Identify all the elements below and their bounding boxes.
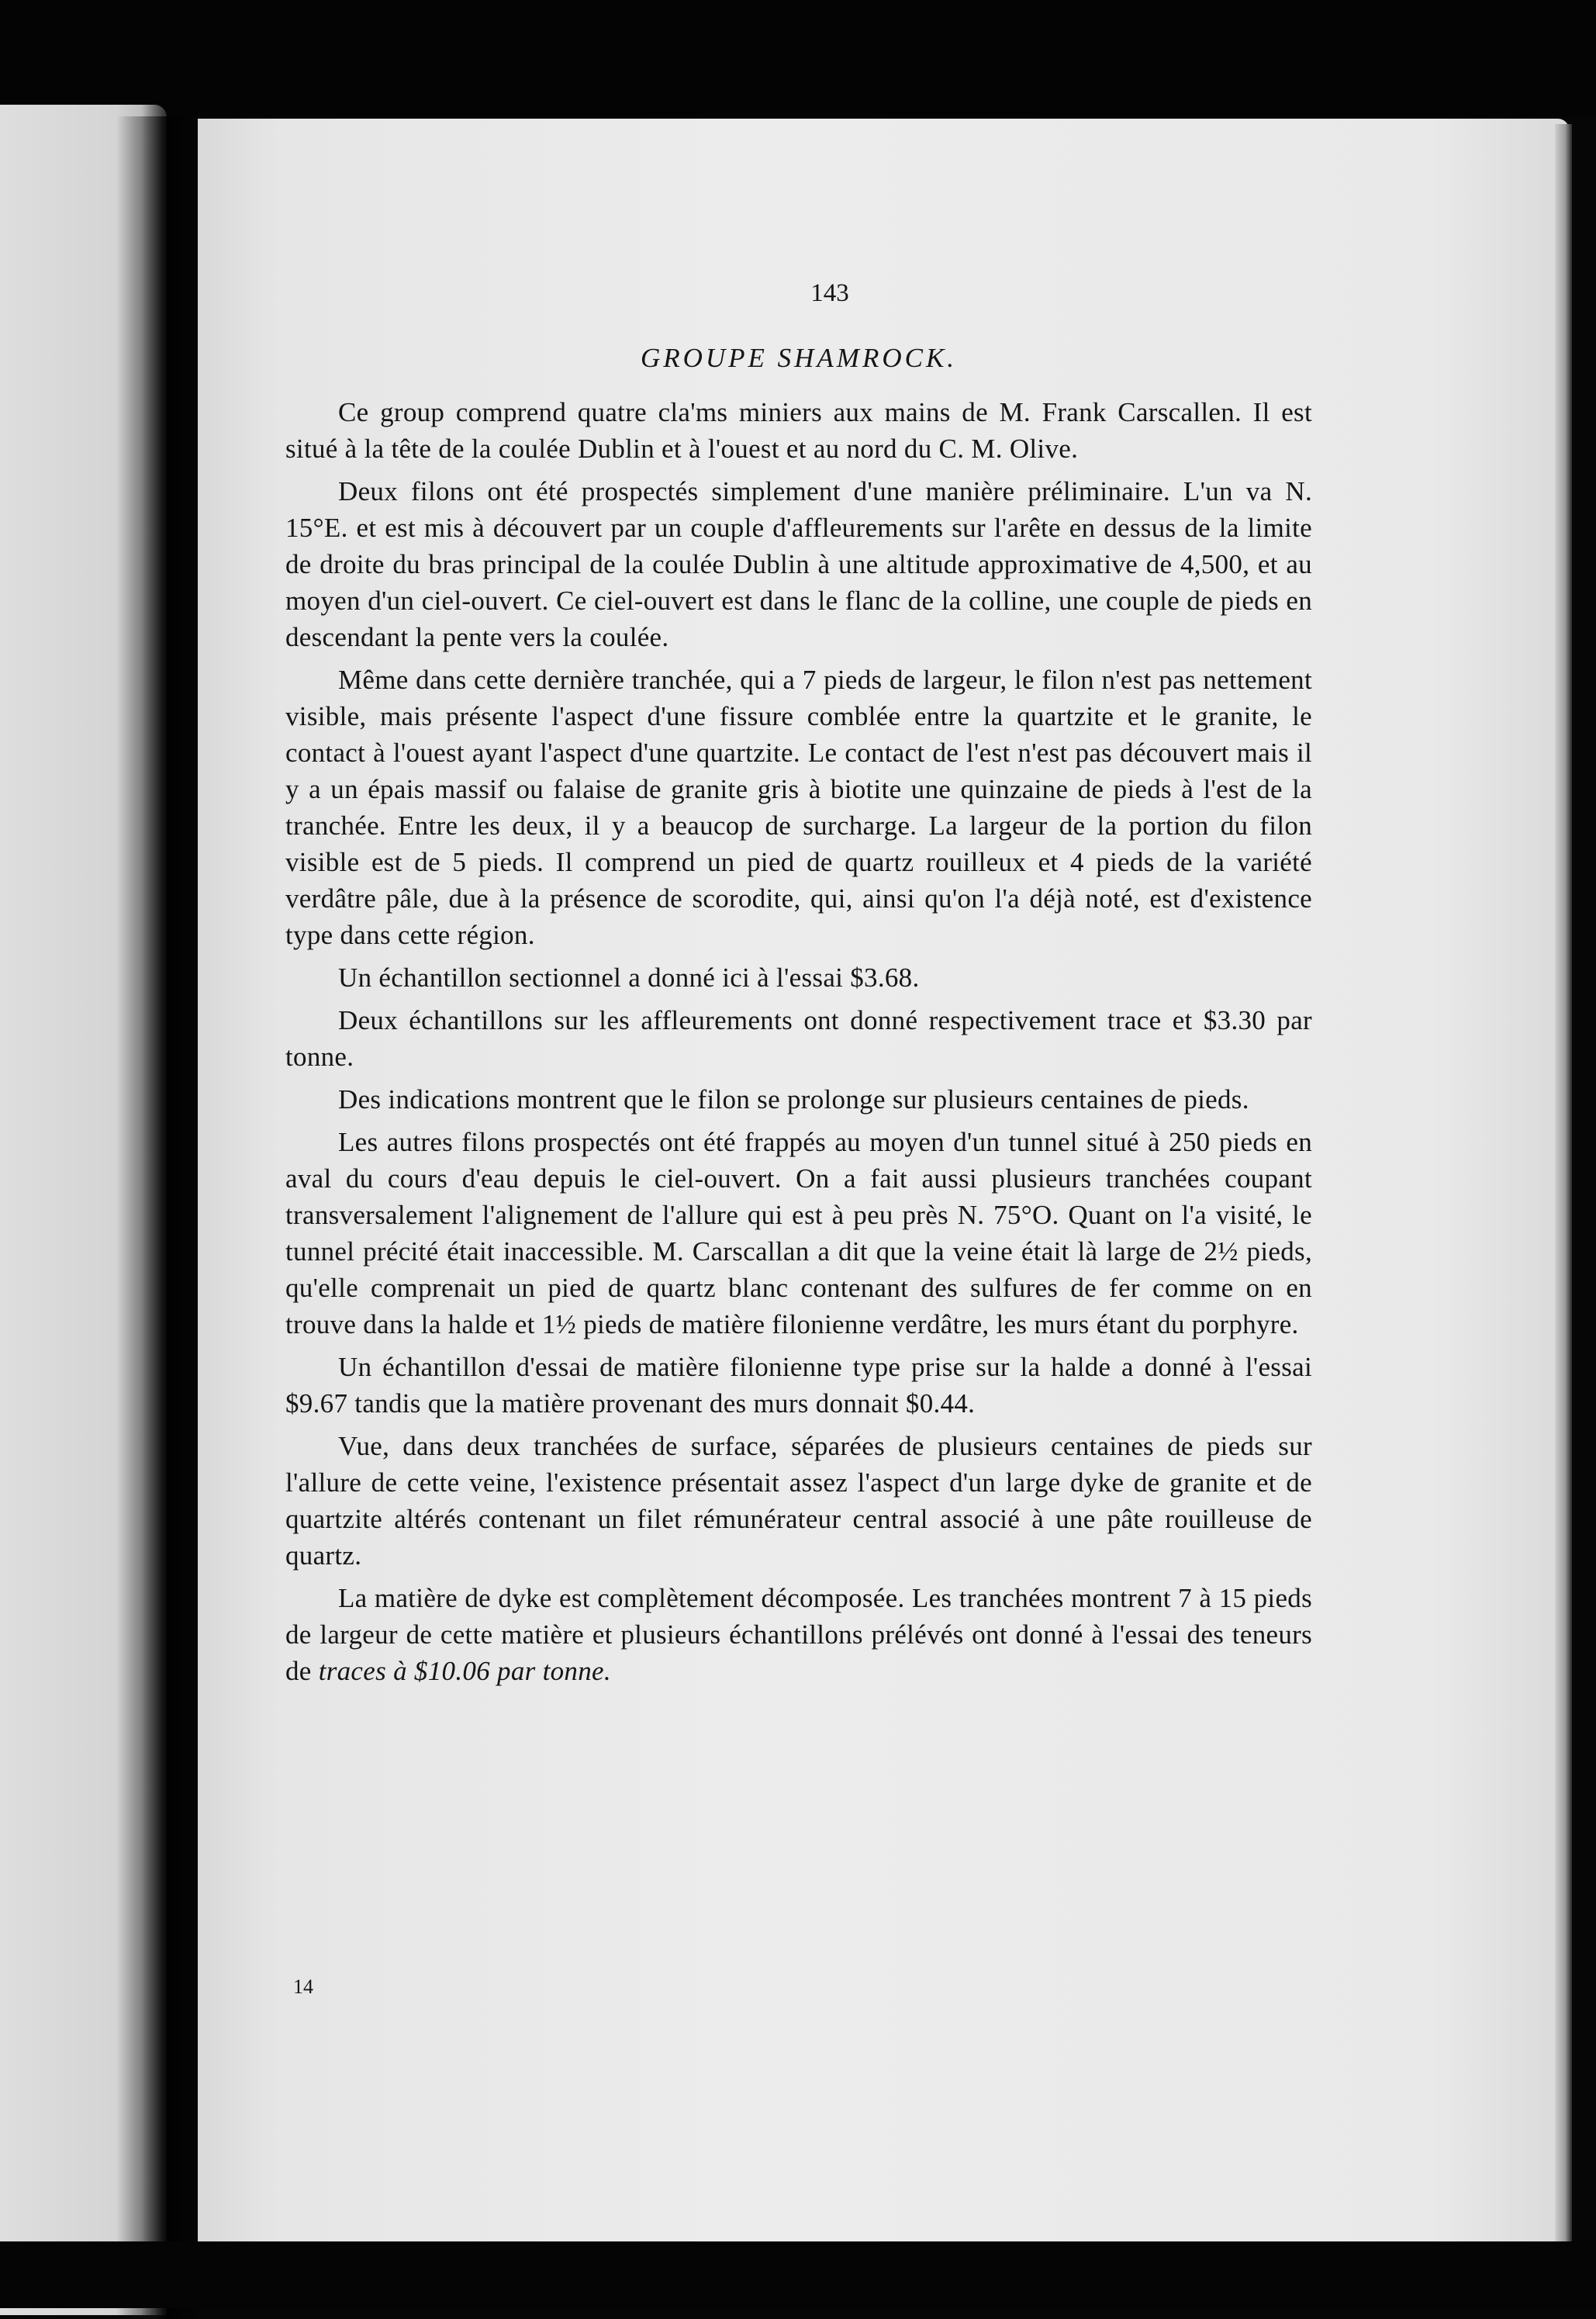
body-text: [285, 394, 1312, 1695]
paragraph-last: [285, 1580, 1312, 1689]
paragraph-last-italic: traces à $10.06 par tonne.: [318, 1656, 611, 1686]
paragraph: Même dans cette dernière tranchée, qui a 7 pieds de largeur, le filon n'est pas nettement visible, mais présente l'aspect d'une fissure comblée entre la quartzite et le granite, le contact à l'ouest ayant l'aspect d'une quartzite. Le contact de l'est n'est pas découvert mais il y a un épais massif ou falaise de granite gris à biotite une quinzaine de pieds à l'est de la tranchée. Entre les deux, il y a beaucop de surcharge. La largeur de la portion du filon visible est de 5 pieds. Il comprend un pied de quartz rouilleux et 4 pieds de la variété verdâtre pâle, due à la présence de scorodite, qui, ainsi qu'on l'a déjà noté, est d'existence type dans cette région.: [285, 665, 1312, 950]
book-gutter-shadow: [116, 116, 202, 2319]
section-heading: GROUPE SHAMROCK.: [640, 343, 958, 373]
paragraph: Des indications montrent que le filon se prolonge sur plusieurs centaines de pieds.: [338, 1084, 1249, 1115]
page-number: 143: [810, 279, 849, 307]
paragraph: Vue, dans deux tranchées de surface, séparées de plusieurs centaines de pieds sur l'allure de cette veine, l'existence présentait assez l'aspect d'un large dyke de granite et de quartzite altérés contenant un filet rémunérateur central associé à une pâte rouilleuse de quartz.: [285, 1431, 1312, 1571]
scan-background-top: [0, 0, 1596, 116]
paragraph: Un échantillon d'essai de matière filonienne type prise sur la halde a donné à l'essai $9.67 tandis que la matière provenant des murs donnait $0.44.: [285, 1352, 1312, 1419]
paragraph-last-text: La matière de dyke est complètement décomposée. Les tranchées montrent 7 à 15 pieds de largeur de cette matière et plusieurs échantillons prélévés ont donné à l'essai des teneurs de: [285, 1583, 1312, 1686]
paragraph: Ce group comprend quatre cla'ms miniers aux mains de M. Frank Carscallen. Il est situé à la tête de la coulée Dublin et à l'ouest et au nord du C. M. Olive.: [285, 397, 1312, 464]
paragraph: Deux filons ont été prospectés simplement d'une manière préliminaire. L'un va N. 15°E. et est mis à découvert par un couple d'affleurements sur l'arête en dessus de la limite de droite du bras principal de la coulée Dublin à une altitude approximative de 4,500, et au moyen d'un ciel-ouvert. Ce ciel-ouvert est dans le flanc de la colline, une couple de pieds en descendant la pente vers la coulée.: [285, 476, 1312, 652]
paragraph: Un échantillon sectionnel a donné ici à l'essai $3.68.: [338, 963, 920, 993]
paragraph: Les autres filons prospectés ont été frappés au moyen d'un tunnel situé à 250 pieds en aval du cours d'eau depuis le ciel-ouvert. On a fait aussi plusieurs tranchées coupant transversalement l'alignement de l'allure qui est à peu près N. 75°O. Quant on l'a visité, le tunnel précité était inaccessible. M. Carscallan a dit que la veine était là large de 2½ pieds, qu'elle comprenait un pied de quartz blanc contenant des sulfures de fer comme on en trouve dans la halde et 1½ pieds de matière filonienne verdâtre, les murs étant du porphyre.: [285, 1127, 1312, 1339]
page-edge-shadow: [1555, 124, 1572, 2280]
scan-background-bottom: [0, 2241, 1596, 2308]
paragraph: Deux échantillons sur les affleurements ont donné respectivement trace et $3.30 par tonne.: [285, 1005, 1312, 1072]
signature-mark: 14: [293, 1975, 313, 1998]
